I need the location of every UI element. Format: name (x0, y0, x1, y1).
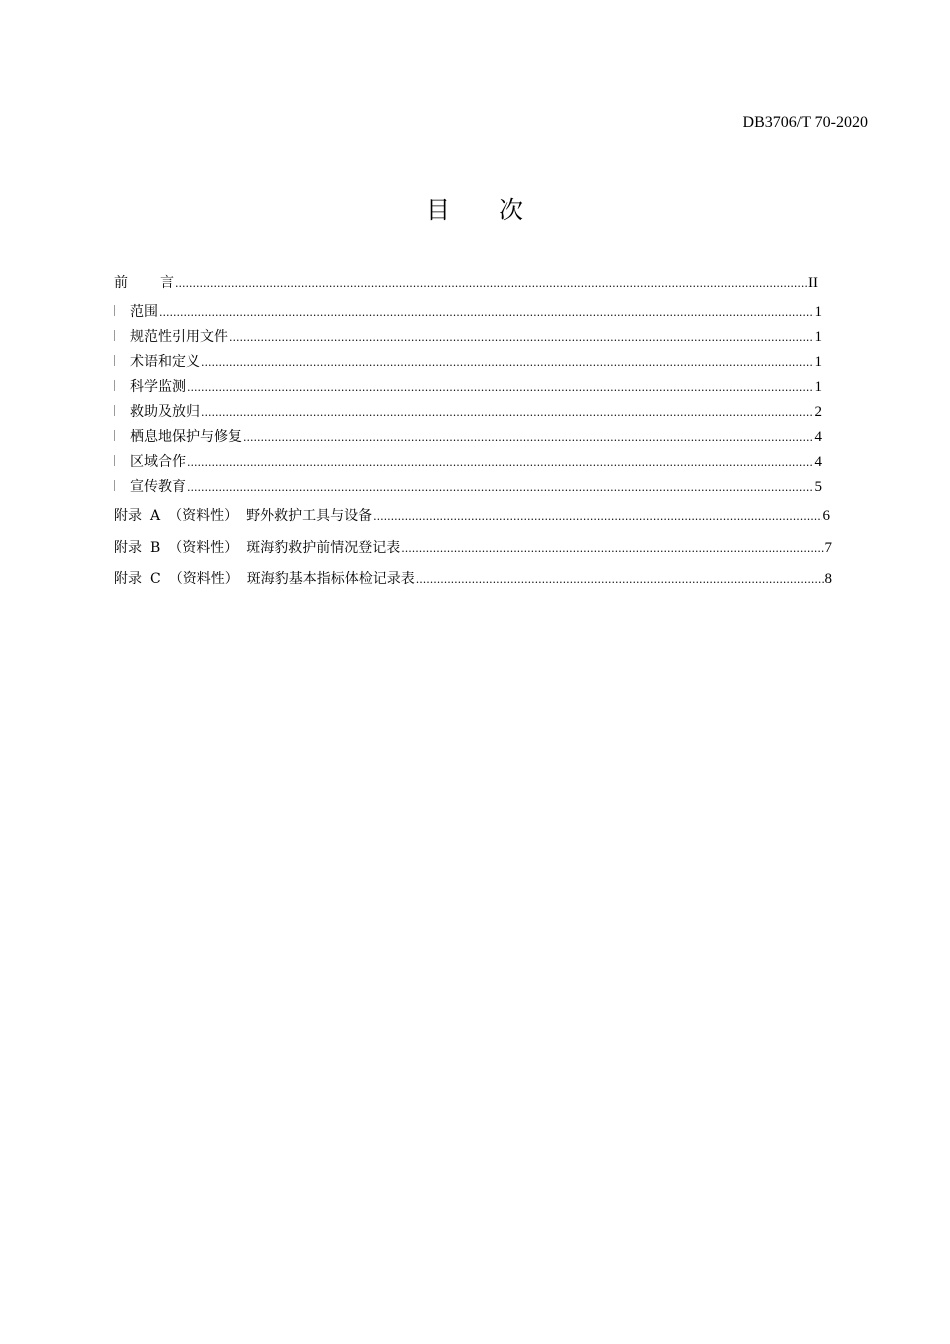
title-char-1: 目 (426, 196, 451, 224)
section-marker (114, 405, 115, 416)
toc-entry-label: 附录 C （资料性） 斑海豹基本指标体检记录表 (114, 571, 415, 587)
toc-entry-appendix-b[interactable] (114, 537, 832, 557)
toc-entry-page: II (808, 275, 818, 291)
dot-leader (416, 573, 824, 586)
toc-entry[interactable] (130, 301, 822, 321)
toc-entry-label: 附录 A （资料性） 野外救护工具与设备 (114, 508, 373, 524)
section-marker (114, 430, 115, 441)
toc-entry-label: 栖息地保护与修复 (130, 429, 242, 445)
dot-leader (229, 331, 814, 344)
toc-entry-label: 规范性引用文件 (130, 329, 228, 345)
toc-entry[interactable] (130, 451, 822, 471)
dot-leader (159, 306, 814, 319)
section-marker (114, 355, 115, 366)
toc-entry-foreword[interactable] (114, 272, 818, 292)
dot-leader (187, 481, 814, 494)
toc-entry-page: 1 (814, 354, 822, 370)
section-marker (114, 330, 115, 341)
toc-entry-label: 区域合作 (130, 454, 186, 470)
toc-entry-page: 1 (814, 304, 822, 320)
toc-entry-page: 7 (824, 540, 832, 556)
section-marker (114, 380, 115, 391)
toc-entry-page: 6 (822, 508, 830, 524)
toc-entry-page: 1 (814, 379, 822, 395)
toc-entry-page: 4 (814, 429, 822, 445)
dot-leader (187, 381, 814, 394)
dot-leader (373, 510, 821, 523)
toc-entry-page: 4 (814, 454, 822, 470)
dot-leader (201, 406, 814, 419)
dot-leader (201, 356, 814, 369)
toc-entry-label: 前 言 (114, 275, 174, 291)
toc-entry-appendix-c[interactable] (114, 568, 832, 588)
section-marker (114, 455, 115, 466)
toc-entry[interactable] (130, 476, 822, 496)
dot-leader (187, 456, 814, 469)
toc-entry-label: 科学监测 (130, 379, 186, 395)
toc-entry-page: 1 (814, 329, 822, 345)
title-char-2: 次 (499, 196, 524, 224)
toc-entry[interactable] (130, 401, 822, 421)
toc-entry[interactable] (130, 326, 822, 346)
toc-entry[interactable] (130, 426, 822, 446)
toc-entry-label: 附录 B （资料性） 斑海豹救护前情况登记表 (114, 540, 401, 556)
dot-leader (401, 542, 823, 555)
toc-entry-label: 救助及放归 (130, 404, 200, 420)
section-marker (114, 305, 115, 316)
toc-entry-page: 5 (814, 479, 822, 495)
toc-entry[interactable] (130, 351, 822, 371)
toc-entry-appendix-a[interactable] (114, 505, 830, 525)
toc-entry-page: 2 (814, 404, 822, 420)
dot-leader (175, 277, 807, 290)
toc-entry[interactable] (130, 376, 822, 396)
toc-entry-label: 术语和定义 (130, 354, 200, 370)
section-marker (114, 480, 115, 491)
dot-leader (243, 431, 814, 444)
toc-entry-label: 宣传教育 (130, 479, 186, 495)
page-title (0, 190, 950, 225)
toc-entry-label: 范围 (130, 304, 158, 320)
document-code: DB3706/T 70-2020 (742, 114, 868, 131)
toc-entry-page: 8 (824, 571, 832, 587)
